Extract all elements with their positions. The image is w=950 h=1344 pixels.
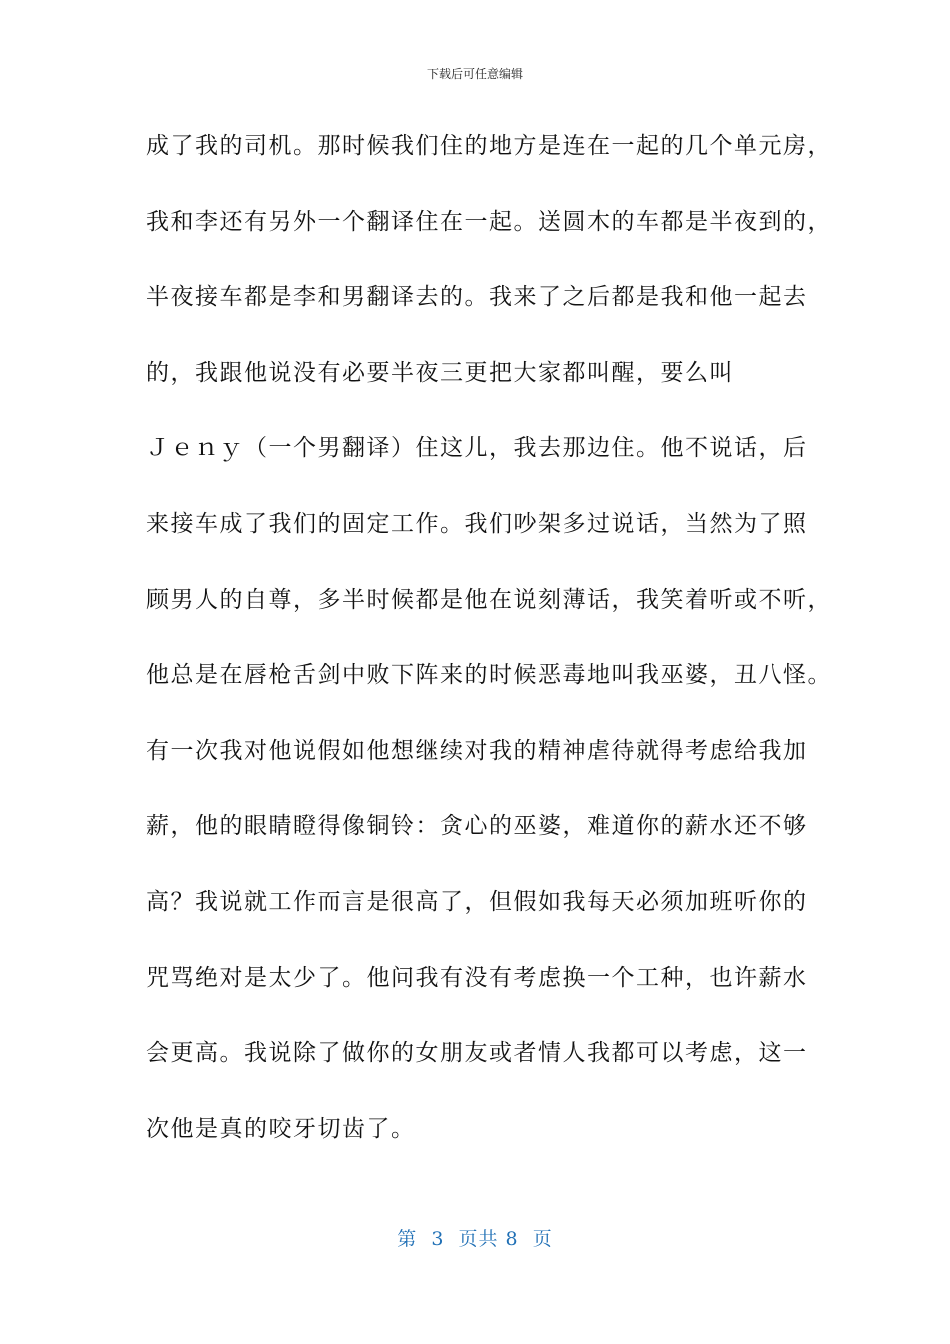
text-line-6: 来接车成了我们的固定工作。我们吵架多过说话，当然为了照 [146, 510, 808, 537]
text-line-1: 成了我的司机。那时候我们住的地方是连在一起的几个单元房， [146, 133, 832, 159]
page-number-footer: 第 3 页共 8 页 [397, 1228, 553, 1250]
text-line-11: 高？我说就工作而言是很高了，但假如我每天必须加班听你的 [146, 888, 808, 915]
page-header: 下载后可任意编辑 [426, 67, 523, 81]
text-line-10: 薪，他的眼睛瞪得像铜铃：贪心的巫婆，难道你的薪水还不够 [146, 813, 808, 840]
text-line-4: 的，我跟他说没有必要半夜三更把大家都叫醒，要么叫 [146, 359, 734, 386]
text-line-13: 会更高。我说除了做你的女朋友或者情人我都可以考虑，这一 [146, 1040, 808, 1067]
text-line-7: 顾男人的自尊，多半时候都是他在说刻薄话，我笑着听或不听， [146, 586, 832, 613]
text-line-12: 咒骂绝对是太少了。他问我有没有考虑换一个工种，也许薪水 [146, 964, 808, 991]
text-line-2: 我和李还有另外一个翻译住在一起。送圆木的车都是半夜到的， [146, 208, 832, 235]
text-line-5: Ｊｅｎｙ（一个男翻译）住这儿，我去那边住。他不说话，后 [146, 435, 808, 462]
text-line-3: 半夜接车都是李和男翻译去的。我来了之后都是我和他一起去 [146, 284, 808, 311]
text-line-14: 次他是真的咬牙切齿了。 [146, 1115, 416, 1142]
text-line-9: 有一次我对他说假如他想继续对我的精神虐待就得考虑给我加 [146, 737, 808, 764]
document-body [146, 120, 832, 1178]
text-line-8: 他总是在唇枪舌剑中败下阵来的时候恶毒地叫我巫婆，丑八怪。 [146, 662, 832, 689]
